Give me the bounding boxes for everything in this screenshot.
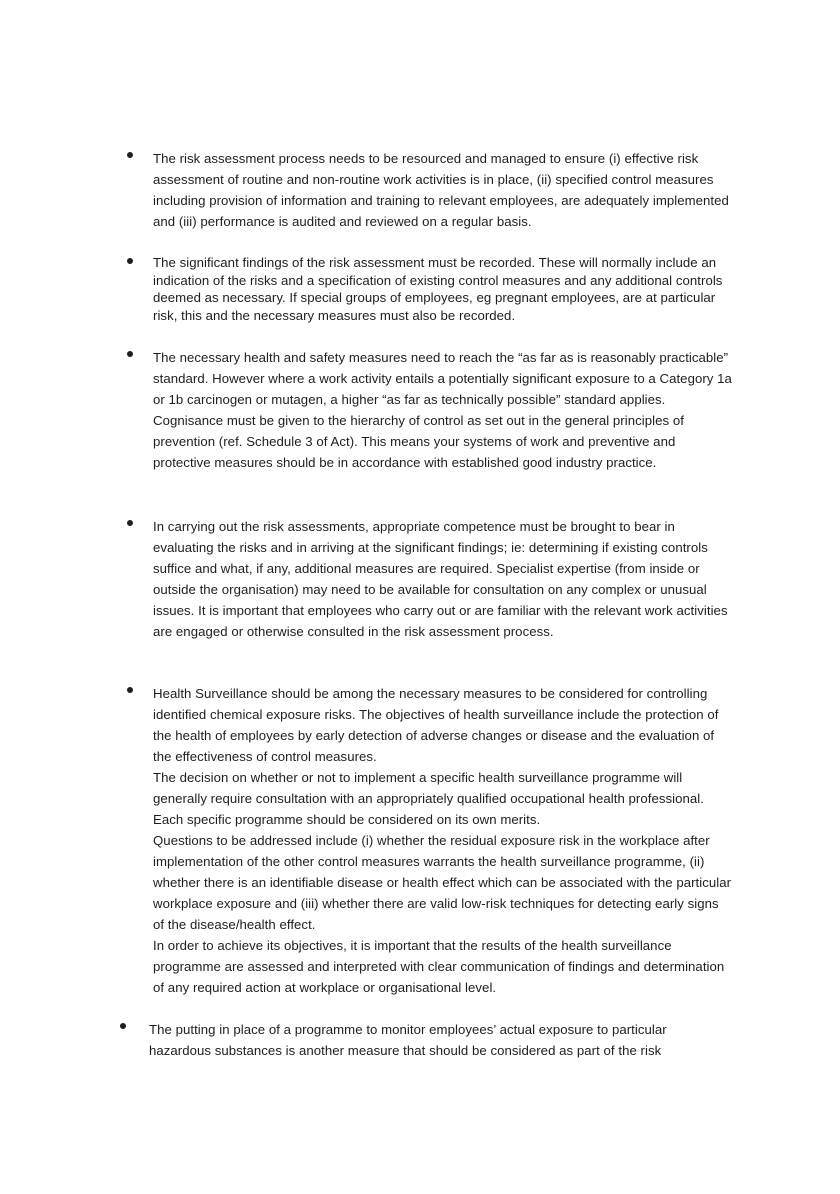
bullet-point-icon xyxy=(127,351,133,357)
bullet-text xyxy=(153,516,733,642)
paragraph: The significant findings of the risk assessment must be recorded. These will normally include an indication of the risks and a specification of existing control measures and any additional controls deemed as necessary. If special groups of employees, eg pregnant employees, are at particular risk, this and the necessary measures must also be recorded. xyxy=(153,255,723,323)
bullet-point-icon xyxy=(127,520,133,526)
bullet-text xyxy=(153,148,733,232)
bullet-text xyxy=(153,347,733,473)
bullet-point-icon xyxy=(120,1023,126,1029)
paragraph: Health Surveillance should be among the necessary measures to be considered for controlling identified chemical exposure risks. The objectives of health surveillance include the protection of the health of employees by early detection of adverse changes or disease and the evaluation of the effectiveness of control measures. xyxy=(153,686,719,764)
paragraph: The decision on whether or not to implement a specific health surveillance programme will generally require consultation with an appropriately qualified occupational health professional. Each specific programme should be considered on its own merits. xyxy=(153,770,704,827)
paragraph: In order to achieve its objectives, it is important that the results of the health surveillance programme are assessed and interpreted with clear communication of findings and determination of any required action at workplace or organisational level. xyxy=(153,938,725,995)
paragraph: Questions to be addressed include (i) whether the residual exposure risk in the workplace after implementation of the other control measures warrants the health surveillance programme, (ii) whether there is an identifiable disease or health effect which can be associated with the particular workplace exposure and (iii) whether there are valid low-risk techniques for detecting early signs of the disease/health effect. xyxy=(153,833,732,932)
paragraph: The necessary health and safety measures need to reach the “as far as is reasonably practicable” standard. However where a work activity entails a potentially significant exposure to a Category 1a or 1b carcinogen or mutagen, a higher “as far as technically possible” standard applies. Cognisance must be given to the hierarchy of control as set out in the general principles of prevention (ref. Schedule 3 of Act). This means your systems of work and preventive and protective measures should be in accordance with established good industry practice. xyxy=(153,350,732,470)
bullet-point-icon xyxy=(127,687,133,693)
bullet-text xyxy=(149,1019,729,1061)
bullet-point-icon xyxy=(127,258,133,264)
bullet-text xyxy=(153,254,733,324)
paragraph: The putting in place of a programme to monitor employees’ actual exposure to particular hazardous substances is another measure that should be considered as part of the risk xyxy=(149,1022,667,1058)
paragraph: The risk assessment process needs to be resourced and managed to ensure (i) effective risk assessment of routine and non-routine work activities is in place, (ii) specified control measures including provision of information and training to relevant employees, are adequately implemented and (iii) performance is audited and reviewed on a regular basis. xyxy=(153,151,729,229)
bullet-point-icon xyxy=(127,152,133,158)
paragraph: In carrying out the risk assessments, appropriate competence must be brought to bear in evaluating the risks and in arriving at the significant findings; ie: determining if existing controls suffice and what, if any, additional measures are required. Specialist expertise (from inside or outside the organisation) may need to be available for consultation on any complex or unusual issues. It is important that employees who carry out or are familiar with the relevant work activities are engaged or otherwise consulted in the risk assessment process. xyxy=(153,519,728,639)
bullet-text xyxy=(153,683,733,998)
